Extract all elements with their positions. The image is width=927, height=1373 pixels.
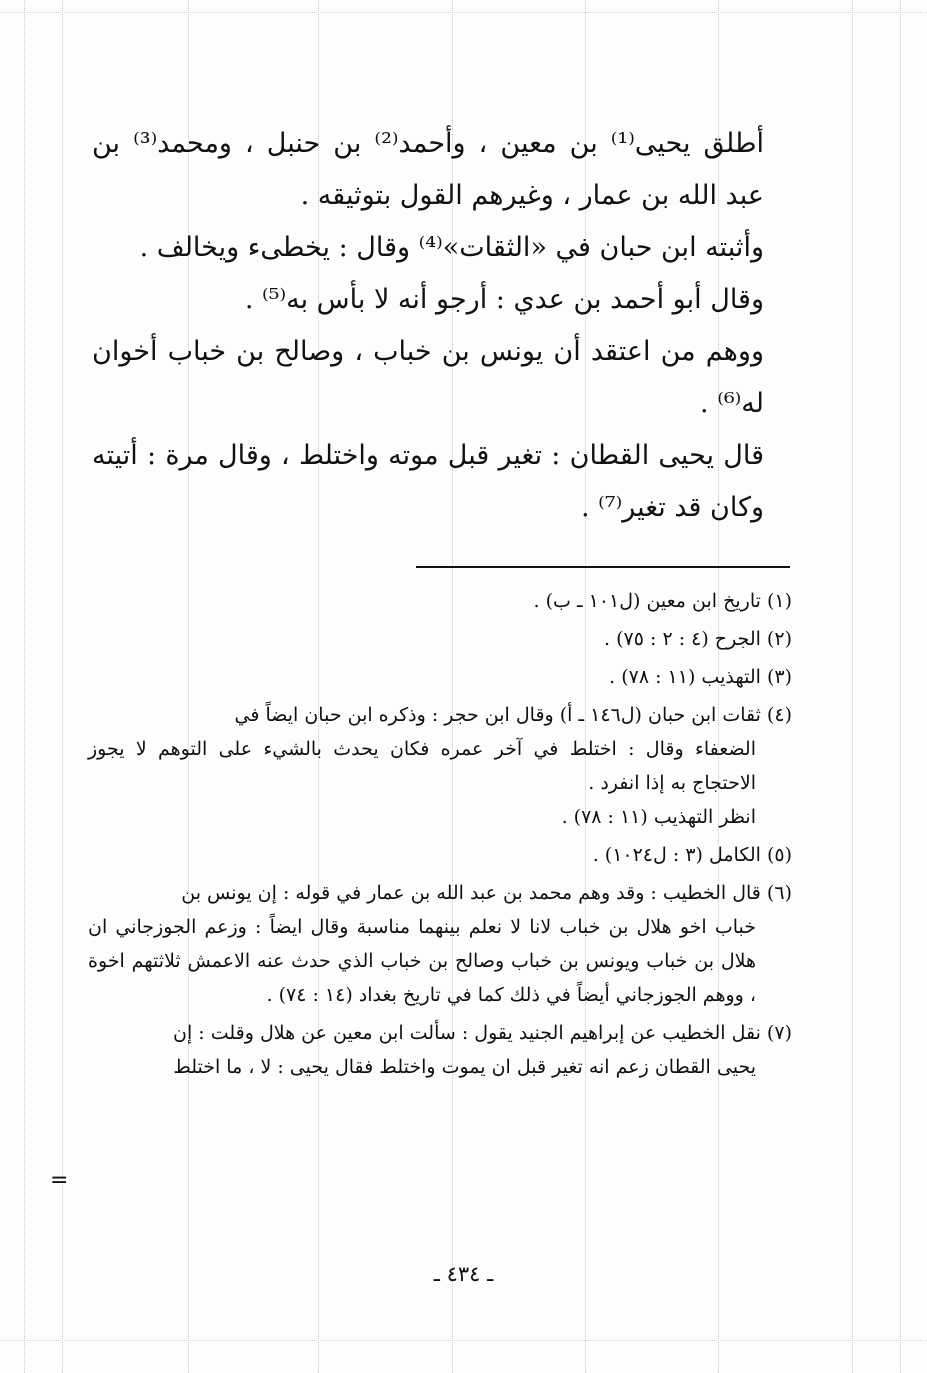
footnote-7-first-line: (٧) نقل الخطيب عن إبراهيم الجنيد يقول : سألت ابن معين عن هلال وقلت : إن xyxy=(173,1022,792,1044)
footnote-4-reference: انظر التهذيب (١١ : ٧٨) . xyxy=(561,806,756,828)
scan-guide-line xyxy=(24,0,25,1373)
page-number: ـ ٤٣٤ ـ xyxy=(433,1262,494,1286)
paragraph-2: وأثبته ابن حبان في «الثقات»⁽⁴⁾ وقال : يخطىء ويخالف . xyxy=(139,232,764,263)
footnote-6-continuation: خباب اخو هلال بن خباب لانا لا نعلم بينهما مناسبة وقال ايضاً : وزعم الجوزجاني ان هلال بن خباب ويونس بن خباب وصالح بن خباب الذي حدث عنه الاعمش ثلاثتهم اخوة ، ووهم الجوزجاني أيضاً في ذلك كما في تاريخ بغداد (١٤ : ٧٤) . xyxy=(88,916,756,1006)
scan-guide-line xyxy=(852,0,853,1373)
scan-guide-line xyxy=(900,0,901,1373)
footnote-3: (٣) التهذيب (١١ : ٧٨) . xyxy=(609,666,792,688)
scan-guide-line xyxy=(0,1340,927,1341)
main-text xyxy=(92,118,792,534)
footnote-6 xyxy=(88,876,792,1012)
footnote-7 xyxy=(88,1016,792,1084)
footnote-5: (٥) الكامل (٣ : ل١٠٢٤) . xyxy=(592,844,792,866)
footnote-7-continuation: يحيى القطان زعم انه تغير قبل ان يموت واختلط فقال يحيى : لا ، ما اختلط xyxy=(173,1056,756,1078)
footnote-4-first-line: (٤) ثقات ابن حبان (ل١٤٦ ـ أ) وقال ابن حجر : وذكره ابن حبان ايضاً في xyxy=(234,704,792,726)
continuation-mark: = xyxy=(50,1168,69,1193)
footnote-4-continuation: الضعفاء وقال : اختلط في آخر عمره فكان يحدث بالشيء على التوهم لا يجوز الاحتجاج به إذا انفرد . xyxy=(88,738,756,794)
footnote-separator xyxy=(416,566,790,568)
footnote-1: (١) تاريخ ابن معين (ل١٠١ ـ ب) . xyxy=(533,590,792,612)
paragraph-1: أطلق يحيى⁽¹⁾ بن معين ، وأحمد⁽²⁾ بن حنبل ، ومحمد⁽³⁾ بن عبد الله بن عمار ، وغيرهم القول بتوثيقه . xyxy=(92,128,764,211)
paragraph-3: وقال أبو أحمد بن عدي : أرجو أنه لا بأس به⁽⁵⁾ . xyxy=(244,284,764,315)
footnote-6-first-line: (٦) قال الخطيب : وقد وهم محمد بن عبد الله بن عمار في قوله : إن يونس بن xyxy=(181,882,792,904)
footnote-2: (٢) الجرح (٤ : ٢ : ٧٥) . xyxy=(604,628,792,650)
scan-guide-line xyxy=(0,12,927,13)
footnotes xyxy=(88,584,792,1088)
footnote-4 xyxy=(88,698,792,834)
paragraph-5: قال يحيى القطان : تغير قبل موته واختلط ، وقال مرة : أتيته وكان قد تغير⁽⁷⁾ . xyxy=(92,440,764,523)
paragraph-4: ووهم من اعتقد أن يونس بن خباب ، وصالح بن خباب أخوان له⁽⁶⁾ . xyxy=(92,336,764,419)
